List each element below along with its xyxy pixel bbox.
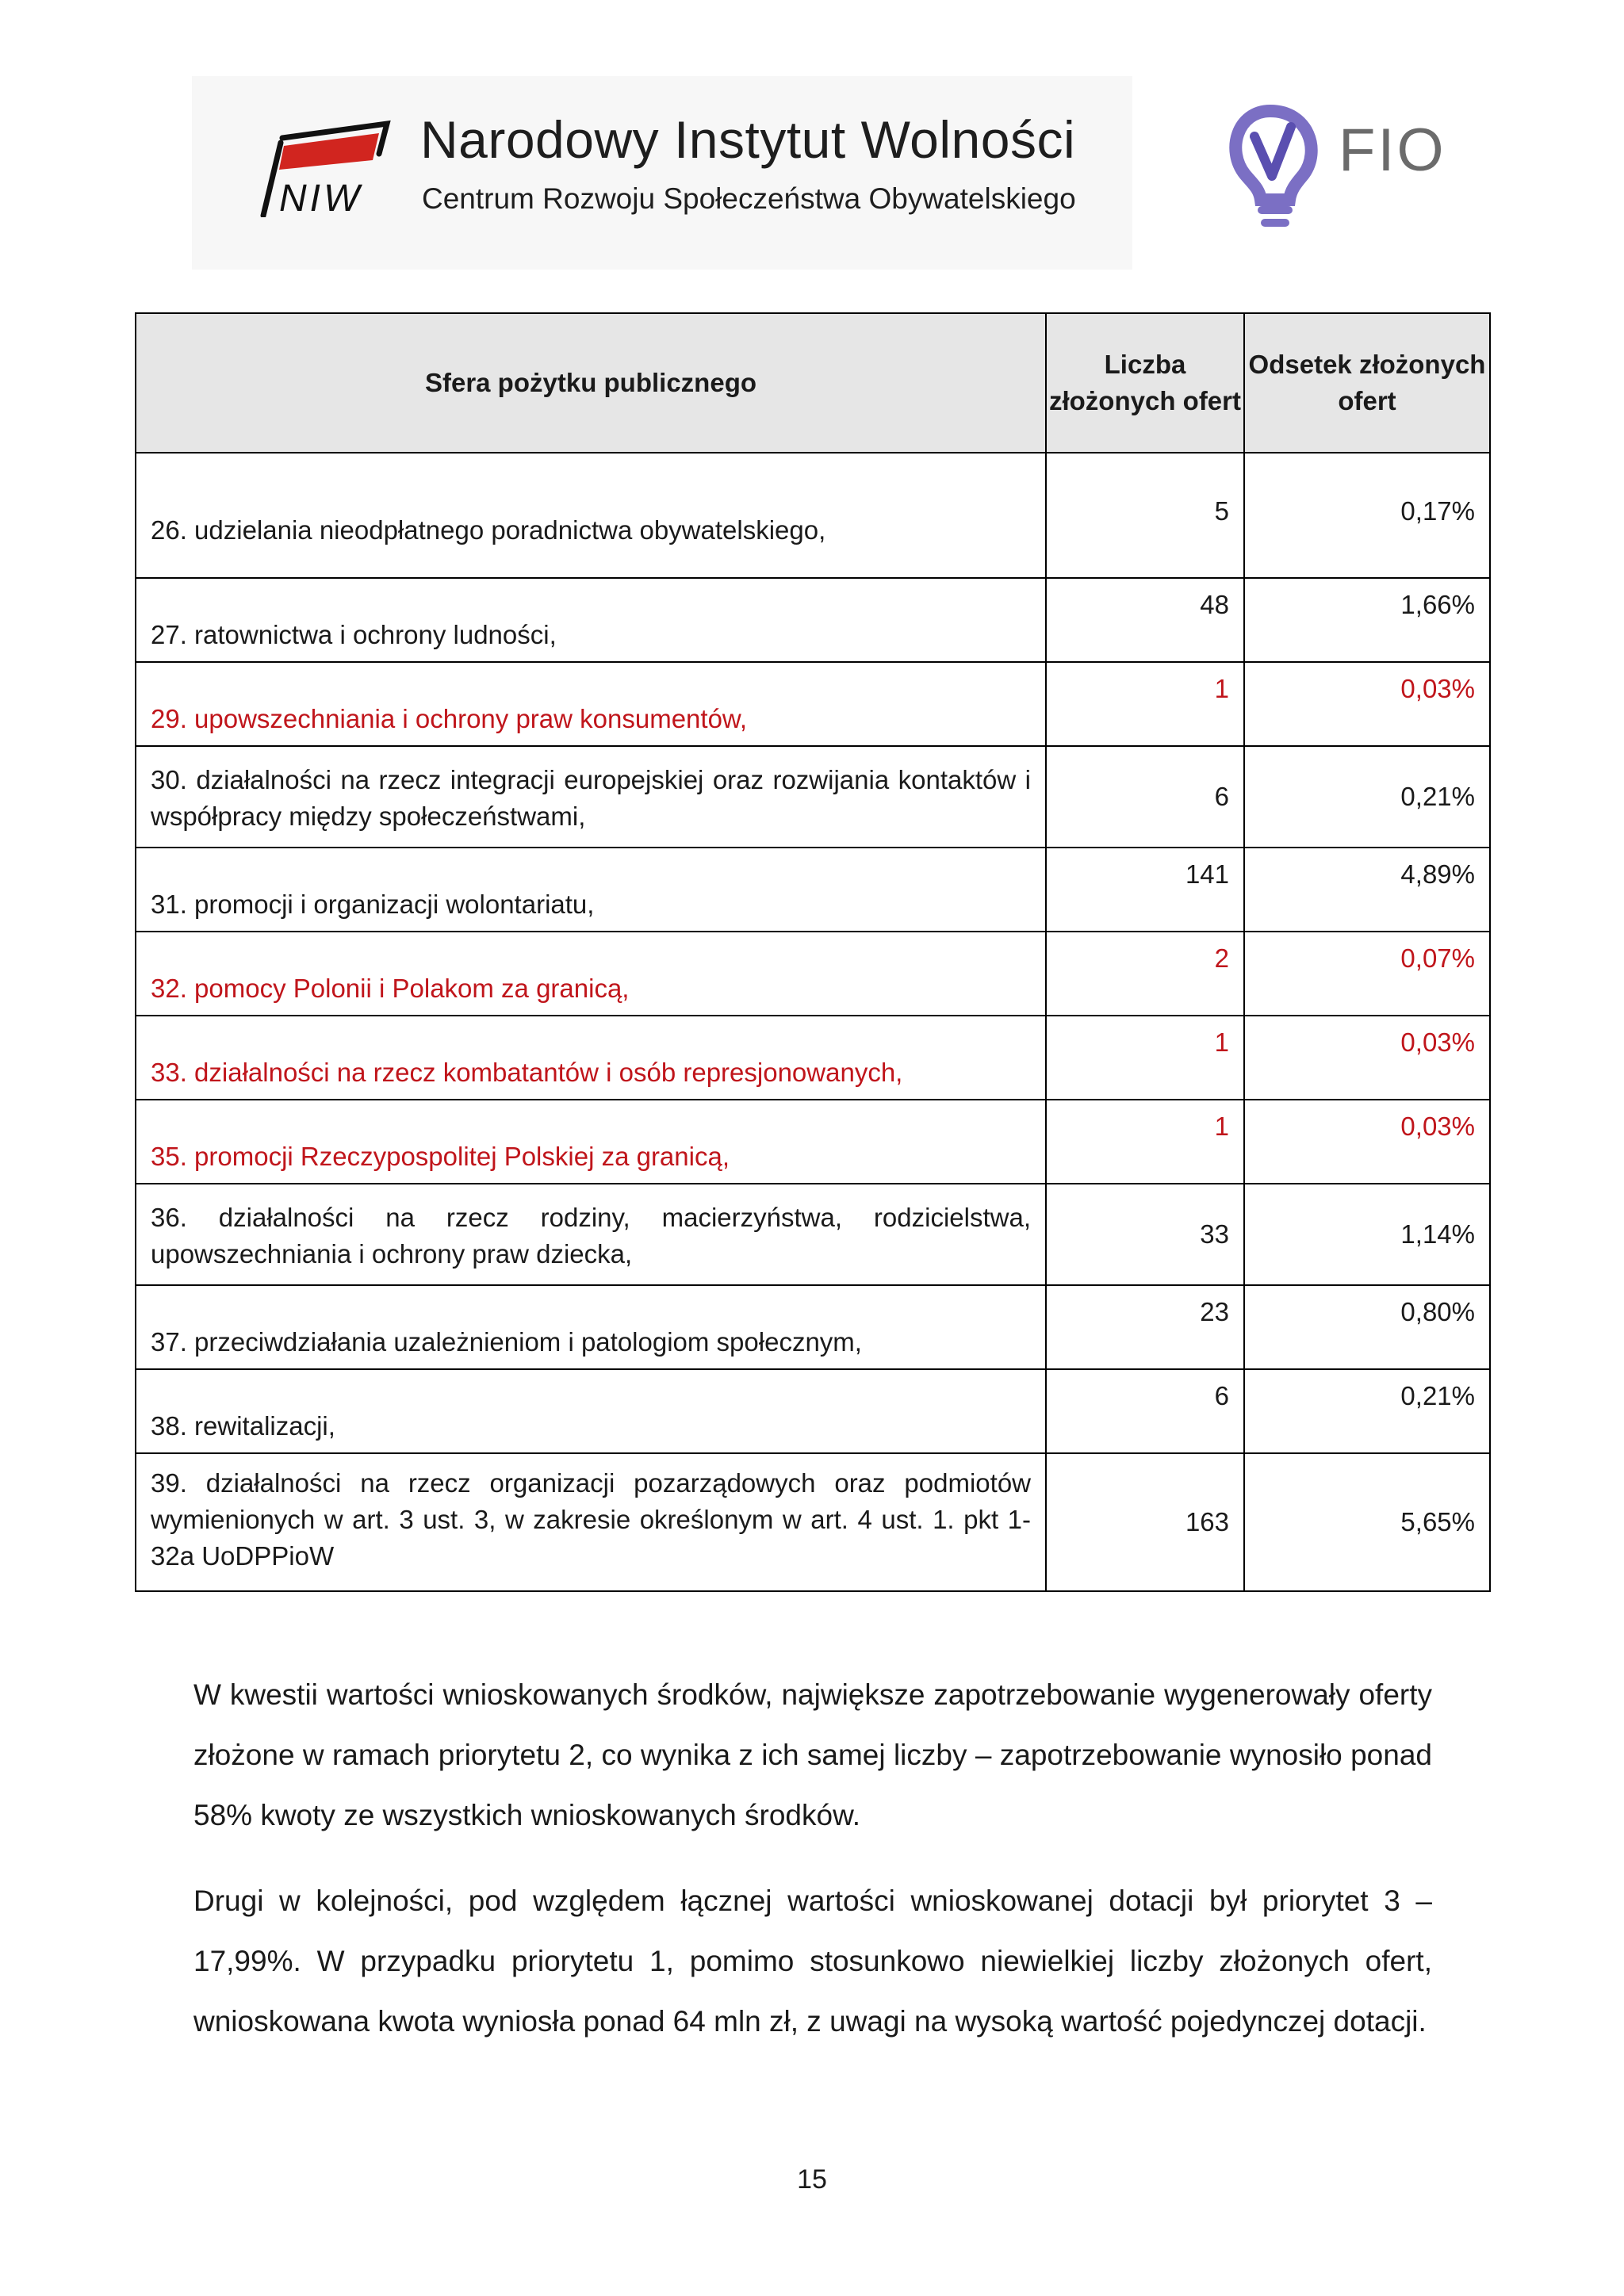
row-count: 6 <box>1046 746 1244 848</box>
row-count: 48 <box>1046 578 1244 662</box>
row-count: 5 <box>1046 453 1244 578</box>
row-count: 141 <box>1046 848 1244 932</box>
niw-logo-text: NIW <box>279 178 363 217</box>
row-percent: 5,65% <box>1244 1453 1490 1591</box>
row-sphere: 26. udzielania nieodpłatnego poradnictwa obywatelskiego, <box>136 453 1046 578</box>
niw-logo <box>252 114 395 217</box>
table-row <box>136 848 1490 932</box>
row-sphere: 39. działalności na rzecz organizacji pozarządowych oraz podmiotów wymienionych w art. 3 ust. 3, w zakresie określonym w art. 4 ust. 1. pkt 1-32a UoDPPioW <box>136 1453 1046 1591</box>
row-count: 1 <box>1046 662 1244 746</box>
org-subtitle: Centrum Rozwoju Społeczeństwa Obywatelskiego <box>422 182 1076 215</box>
row-percent: 0,21% <box>1244 1369 1490 1453</box>
header-percent: Odsetek złożonych ofert <box>1244 313 1490 453</box>
row-percent: 0,17% <box>1244 453 1490 578</box>
row-count: 23 <box>1046 1285 1244 1369</box>
row-sphere: 29. upowszechniania i ochrony praw konsumentów, <box>136 662 1046 746</box>
row-percent: 1,66% <box>1244 578 1490 662</box>
row-sphere: 30. działalności na rzecz integracji europejskiej oraz rozwijania kontaktów i współpracy między społeczeństwami, <box>136 746 1046 848</box>
table-row <box>136 578 1490 662</box>
row-percent: 0,03% <box>1244 662 1490 746</box>
table-row <box>136 662 1490 746</box>
table-row <box>136 1453 1490 1591</box>
row-count: 2 <box>1046 932 1244 1016</box>
offers-table <box>135 312 1491 1592</box>
table-row <box>136 1100 1490 1184</box>
table-row <box>136 1184 1490 1285</box>
row-sphere: 31. promocji i organizacji wolontariatu, <box>136 848 1046 932</box>
table-row <box>136 1285 1490 1369</box>
row-sphere: 33. działalności na rzecz kombatantów i osób represjonowanych, <box>136 1016 1046 1100</box>
row-percent: 0,07% <box>1244 932 1490 1016</box>
paragraph-priority-ranking: Drugi w kolejności, pod względem łącznej wartości wnioskowanej dotacji był priorytet 3 – 17,99%. W przypadku priorytetu 1, pomimo stosunkowo niewielkiej liczby złożonych ofert, wnioskowana kwota wyniosła ponad 64 mln zł, z uwagi na wysoką wartość pojedynczej dotacji. <box>193 1885 1432 2038</box>
table-row <box>136 1369 1490 1453</box>
row-count: 1 <box>1046 1016 1244 1100</box>
row-percent: 0,03% <box>1244 1016 1490 1100</box>
row-sphere: 35. promocji Rzeczypospolitej Polskiej za granicą, <box>136 1100 1046 1184</box>
page-number: 15 <box>797 2164 827 2195</box>
row-sphere: 37. przeciwdziałania uzależnieniom i patologiom społecznym, <box>136 1285 1046 1369</box>
fio-logo-text: FIO <box>1339 117 1446 184</box>
row-count: 6 <box>1046 1369 1244 1453</box>
row-percent: 4,89% <box>1244 848 1490 932</box>
row-sphere: 32. pomocy Polonii i Polakom za granicą, <box>136 932 1046 1016</box>
row-sphere: 38. rewitalizacji, <box>136 1369 1046 1453</box>
table-row <box>136 453 1490 578</box>
table-header-row <box>136 313 1490 453</box>
header-sphere: Sfera pożytku publicznego <box>136 313 1046 453</box>
row-sphere: 36. działalności na rzecz rodziny, macierzyństwa, rodzicielstwa, upowszechniania i ochrony praw dziecka, <box>136 1184 1046 1285</box>
header-count: Liczba złożonych ofert <box>1046 313 1244 453</box>
org-name: Narodowy Instytut Wolności <box>420 110 1076 169</box>
row-count: 1 <box>1046 1100 1244 1184</box>
niw-flag-stroke <box>263 143 281 216</box>
paragraph-requested-funds: W kwestii wartości wnioskowanych środków, największe zapotrzebowanie wygenerowały oferty złożone w ramach priorytetu 2, co wynika z ich samej liczby – zapotrzebowanie wynosiło ponad 58% kwoty ze wszystkich wnioskowanych środków. <box>193 1678 1432 1831</box>
row-count: 163 <box>1046 1453 1244 1591</box>
row-percent: 0,80% <box>1244 1285 1490 1369</box>
table-row <box>136 932 1490 1016</box>
row-sphere: 27. ratownictwa i ochrony ludności, <box>136 578 1046 662</box>
row-count: 33 <box>1046 1184 1244 1285</box>
table-row <box>136 1016 1490 1100</box>
row-percent: 0,03% <box>1244 1100 1490 1184</box>
table-row <box>136 746 1490 848</box>
row-percent: 0,21% <box>1244 746 1490 848</box>
row-percent: 1,14% <box>1244 1184 1490 1285</box>
